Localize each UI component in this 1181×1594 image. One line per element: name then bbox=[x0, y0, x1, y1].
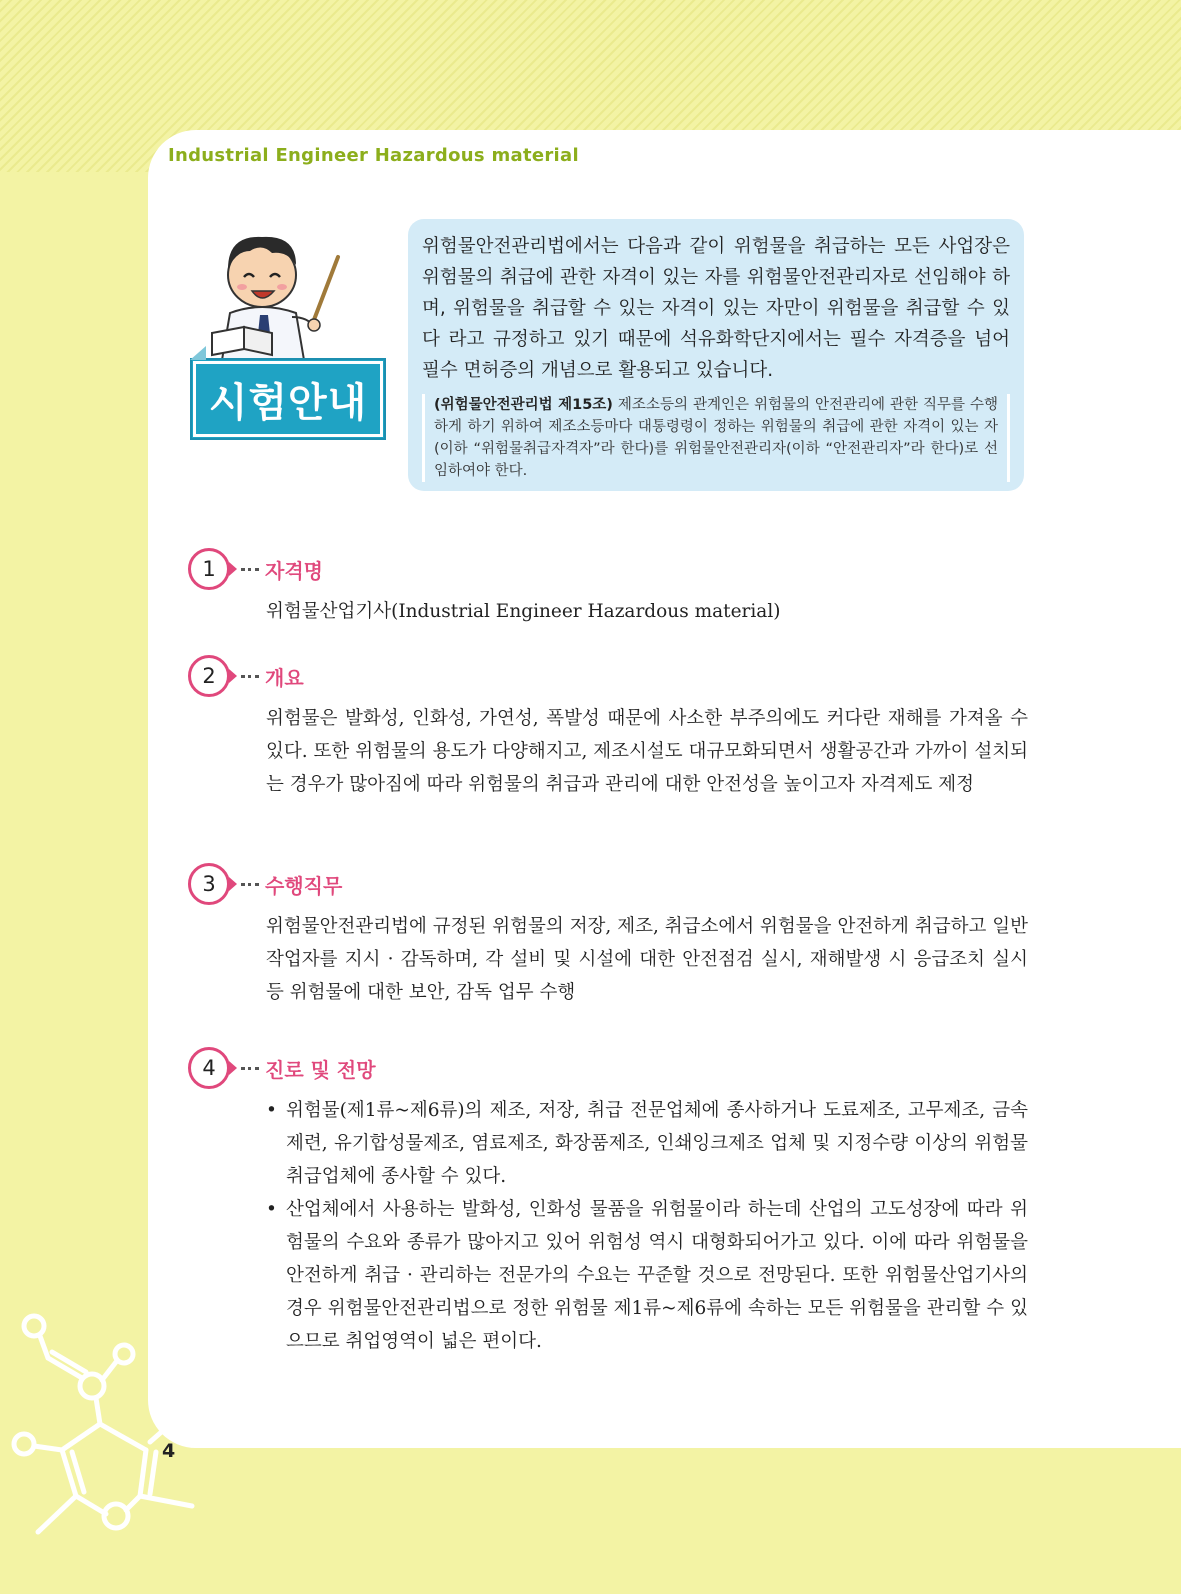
info-note-text: 제조소등의 관계인은 위험물의 안전관리에 관한 직무를 수행하게 하기 위하여 제조소등마다 대통령령이 정하는 위험물의 취급에 관한 자격이 있는 자(이하 “위험물취급자격자”라 한다)를 위험물안전관리자(이하 “안전관리자”라 한다)로 선임하여야 한다. bbox=[434, 397, 998, 479]
section-body: 위험물은 발화성, 인화성, 가연성, 폭발성 때문에 사소한 부주의에도 커다란 재해를 가져올 수 있다. 또한 위험물의 용도가 다양해지고, 제조시설도 대규모화되면서 생활공간과 가까이 설치되는 경우가 많아짐에 따라 위험물의 취급과 관리에 대한 안전성을 높이고자 자격제도 제정 bbox=[266, 708, 1028, 795]
list-item: • 산업체에서 사용하는 발화성, 인화성 물품을 위험물이라 하는데 산업의 고도성장에 따라 위험물의 수요와 종류가 많아지고 있어 위험성 역시 대형화되어가고 있다. 이에 따라 위험물을 안전하게 취급 · 관리하는 전문가의 수요는 꾸준할 것으로 전망된다. 또한 위험물산업기사의 경우 위험물안전관리법으로 정한 위험물 제1류~제6류에 속하는 모든 위험물을 관리할 수 있으므로 취업영역이 넓은 편이다. bbox=[266, 1193, 1028, 1358]
section-title: 진로 및 전망 bbox=[265, 1057, 376, 1082]
dotted-leader bbox=[241, 883, 259, 886]
running-header: Industrial Engineer Hazardous material bbox=[168, 145, 579, 166]
info-note-label: (위험물안전관리법 제15조) bbox=[434, 397, 613, 413]
page-number: 4 bbox=[162, 1440, 176, 1462]
section-number: 3 bbox=[188, 863, 230, 905]
arrow-icon bbox=[229, 562, 237, 576]
section-heading bbox=[188, 654, 1028, 698]
section-number: 4 bbox=[188, 1047, 230, 1089]
section-career-outlook bbox=[188, 1046, 1028, 1358]
arrow-icon bbox=[229, 877, 237, 891]
section-heading bbox=[188, 862, 1028, 906]
section-number: 1 bbox=[188, 548, 230, 590]
info-main-text: 위험물안전관리법에서는 다음과 같이 위험물을 취급하는 모든 사업장은 위험물의 취급에 관한 자격이 있는 자를 위험물안전관리자로 선임해야 하며, 위험물을 취급할 수 있는 자격이 있는 자만이 위험물을 취급할 수 있다 라고 규정하고 있기 때문에 석유화학단지에서는 필수 자격증을 넘어 필수 면허증의 개념으로 활용되고 있습니다. bbox=[422, 236, 1010, 381]
dotted-leader bbox=[241, 1067, 259, 1070]
list-item: • 위험물(제1류~제6류)의 제조, 저장, 취급 전문업체에 종사하거나 도료제조, 고무제조, 금속제련, 유기합성물제조, 염료제조, 화장품제조, 인쇄잉크제조 업체 및 지정수량 이상의 위험물 취급업체에 종사할 수 있다. bbox=[266, 1094, 1028, 1193]
dotted-leader bbox=[241, 568, 259, 571]
section-heading bbox=[188, 547, 1028, 591]
career-bullet-list bbox=[266, 1094, 1028, 1358]
section-number: 2 bbox=[188, 655, 230, 697]
teacher-mascot-icon bbox=[192, 225, 352, 360]
section-title: 개요 bbox=[265, 665, 304, 690]
section-heading bbox=[188, 1046, 1028, 1090]
section-body: 위험물안전관리법에 규정된 위험물의 저장, 제조, 취급소에서 위험물을 안전하게 취급하고 일반작업자를 지시 · 감독하며, 각 설비 및 시설에 대한 안전점검 실시, 재해발생 시 응급조치 실시 등 위험물에 대한 보안, 감독 업무 수행 bbox=[266, 916, 1028, 1003]
dotted-leader bbox=[241, 675, 259, 678]
molecule-decoration-icon bbox=[0, 1300, 220, 1594]
regulation-info-box bbox=[408, 219, 1024, 491]
section-duties bbox=[188, 862, 1028, 1009]
info-note bbox=[422, 394, 1010, 482]
section-qualification-name bbox=[188, 547, 1028, 628]
exam-guide-badge: 시험안내 bbox=[190, 358, 386, 440]
section-title: 자격명 bbox=[265, 558, 323, 583]
section-title: 수행직무 bbox=[265, 873, 343, 898]
section-overview bbox=[188, 654, 1028, 801]
arrow-icon bbox=[229, 1061, 237, 1075]
section-body: 위험물산업기사(Industrial Engineer Hazardous material) bbox=[266, 601, 781, 622]
arrow-icon bbox=[229, 669, 237, 683]
